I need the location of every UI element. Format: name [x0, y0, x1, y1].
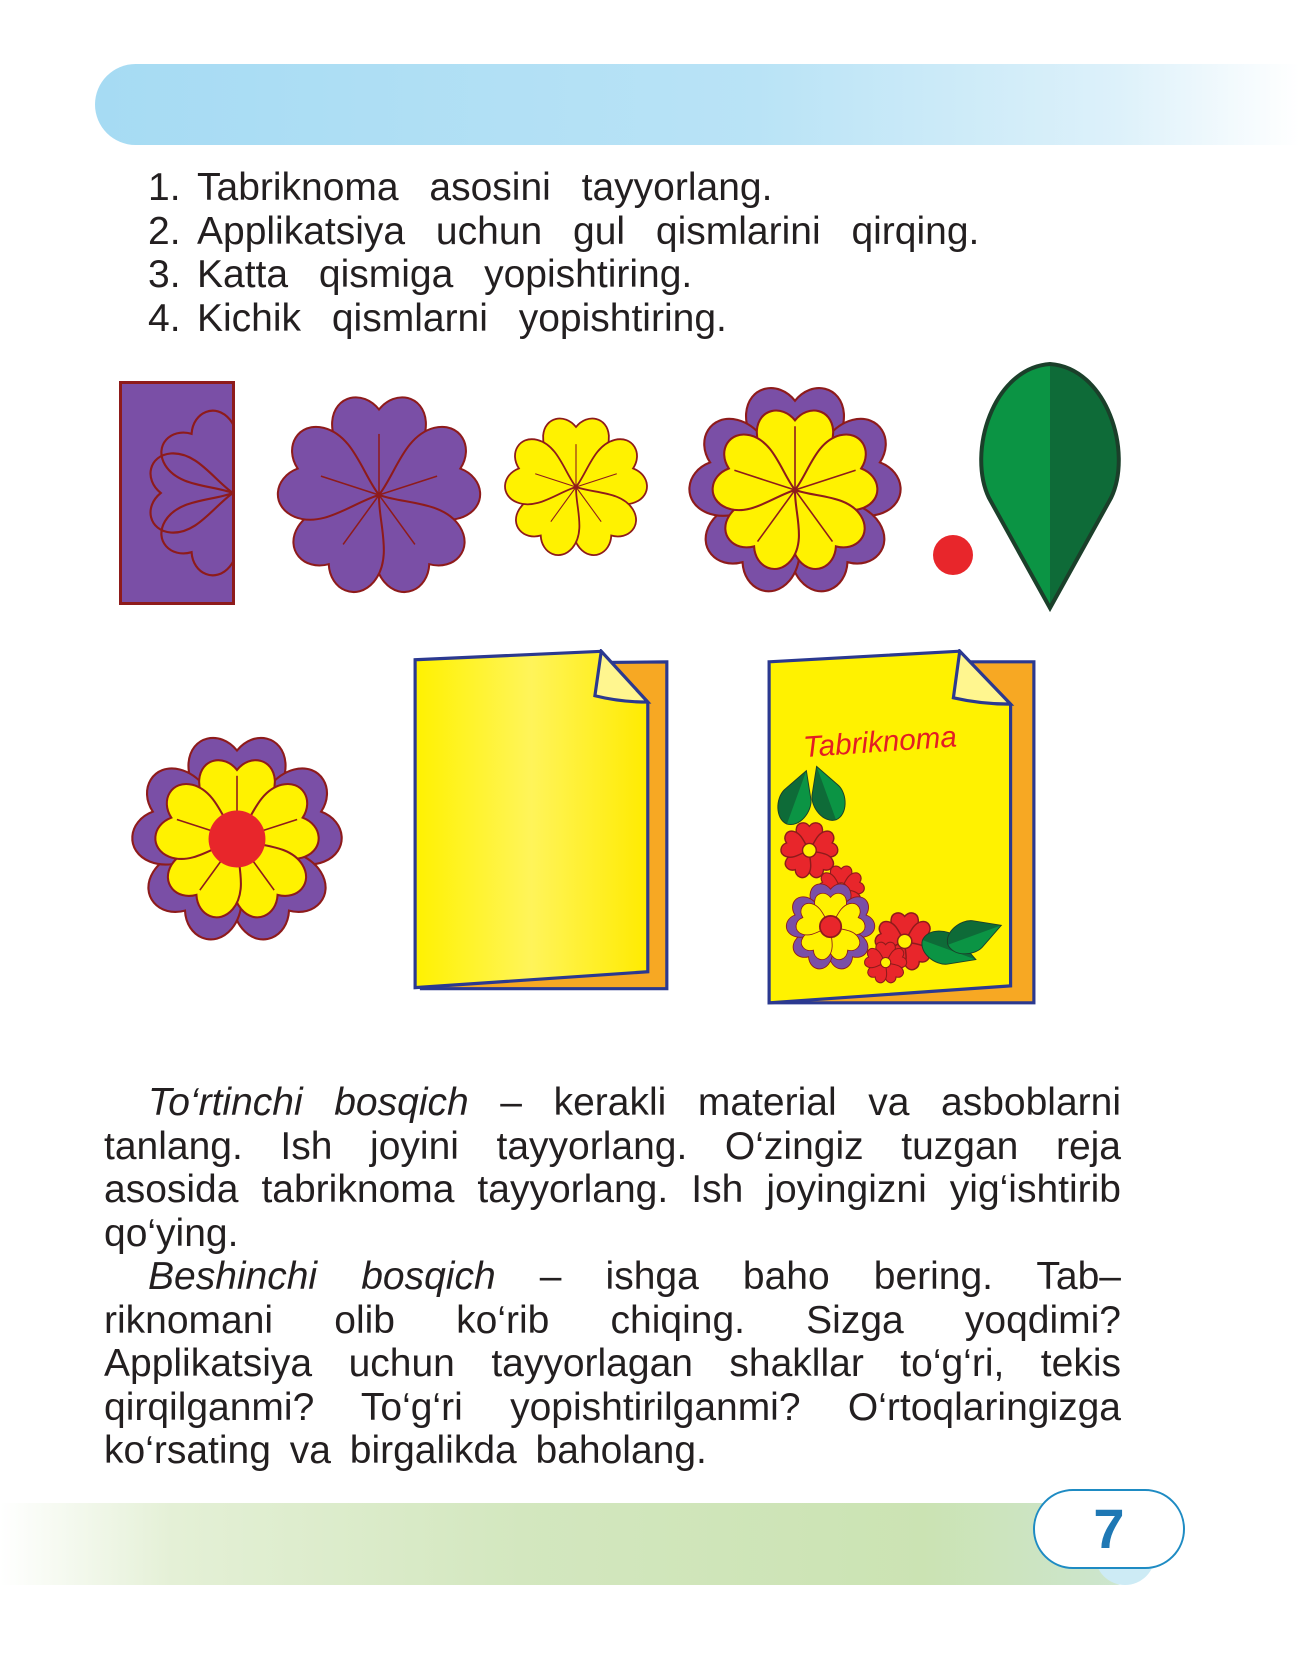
folded-paper-half-flower: [119, 381, 235, 605]
step-number: 3.: [148, 253, 181, 296]
blank-card: [413, 649, 670, 991]
step-item: [148, 210, 1148, 254]
yellow-flower-cutout: [496, 407, 656, 567]
step-item: [148, 297, 1148, 341]
footer-bar: [0, 1497, 1155, 1585]
paragraph-line: [104, 1255, 1121, 1299]
paragraph-line: qirqilganmi? To‘g‘ri yopishtirilganmi? O‘rtoqlaringizga: [104, 1385, 1121, 1429]
step-text: Kichik qismlarni yopishtiring.: [197, 296, 727, 340]
step-item: [148, 253, 1148, 297]
step-text: Katta qismiga yopishtiring.: [197, 253, 693, 296]
paragraph-line: asosida tabriknoma tayyorlang. Ish joyingizni yig‘ishtirib: [104, 1168, 1121, 1211]
purple-flower-cutout: [265, 381, 493, 609]
card-front: [415, 651, 648, 987]
step-number: 4.: [148, 296, 181, 340]
step-item: [148, 166, 1148, 210]
flower-center: [209, 811, 266, 868]
paragraph-line: Applikatsiya uchun tayyorlagan shakllar to‘g‘ri, tekis: [104, 1342, 1121, 1385]
steps-list: [148, 166, 1148, 340]
page-number: 7: [1093, 1497, 1125, 1560]
decorated-card: [767, 649, 1036, 1005]
step-text: Tabriknoma asosini tayyorlang.: [197, 166, 773, 209]
header-bar: [95, 64, 1300, 145]
paragraph-line: qo‘ying.: [104, 1211, 239, 1255]
step-text: Applikatsiya uchun gul qismlarini qirqing.: [197, 209, 980, 253]
paragraph-line: tanlang. Ish joyini tayyorlang. O‘zingiz tuzgan reja: [104, 1124, 1121, 1168]
page-number-badge: [1033, 1489, 1185, 1569]
step-heading: To‘rtinchi bosqich: [148, 1081, 469, 1124]
finished-flower: [119, 721, 355, 957]
paragraph-line: riknomani olib ko‘rib chiqing. Sizga yoqdimi?: [104, 1298, 1121, 1342]
red-flower-center: [933, 535, 973, 575]
step-heading: Beshinchi bosqich: [148, 1255, 496, 1298]
paragraph-line: ko‘rsating va birgalikda baholang.: [104, 1429, 707, 1472]
paragraph-line: [104, 1081, 1121, 1125]
line-text: – ishga baho bering. Tab–: [495, 1255, 1121, 1298]
step-number: 2.: [148, 209, 181, 253]
body-text: [104, 1081, 1121, 1473]
green-leaf: [975, 360, 1125, 613]
step-number: 1.: [148, 166, 181, 209]
line-text: – kerakli material va asboblarni: [468, 1081, 1121, 1124]
layered-flower: [676, 371, 914, 609]
card-title: Tabriknoma: [802, 720, 958, 765]
